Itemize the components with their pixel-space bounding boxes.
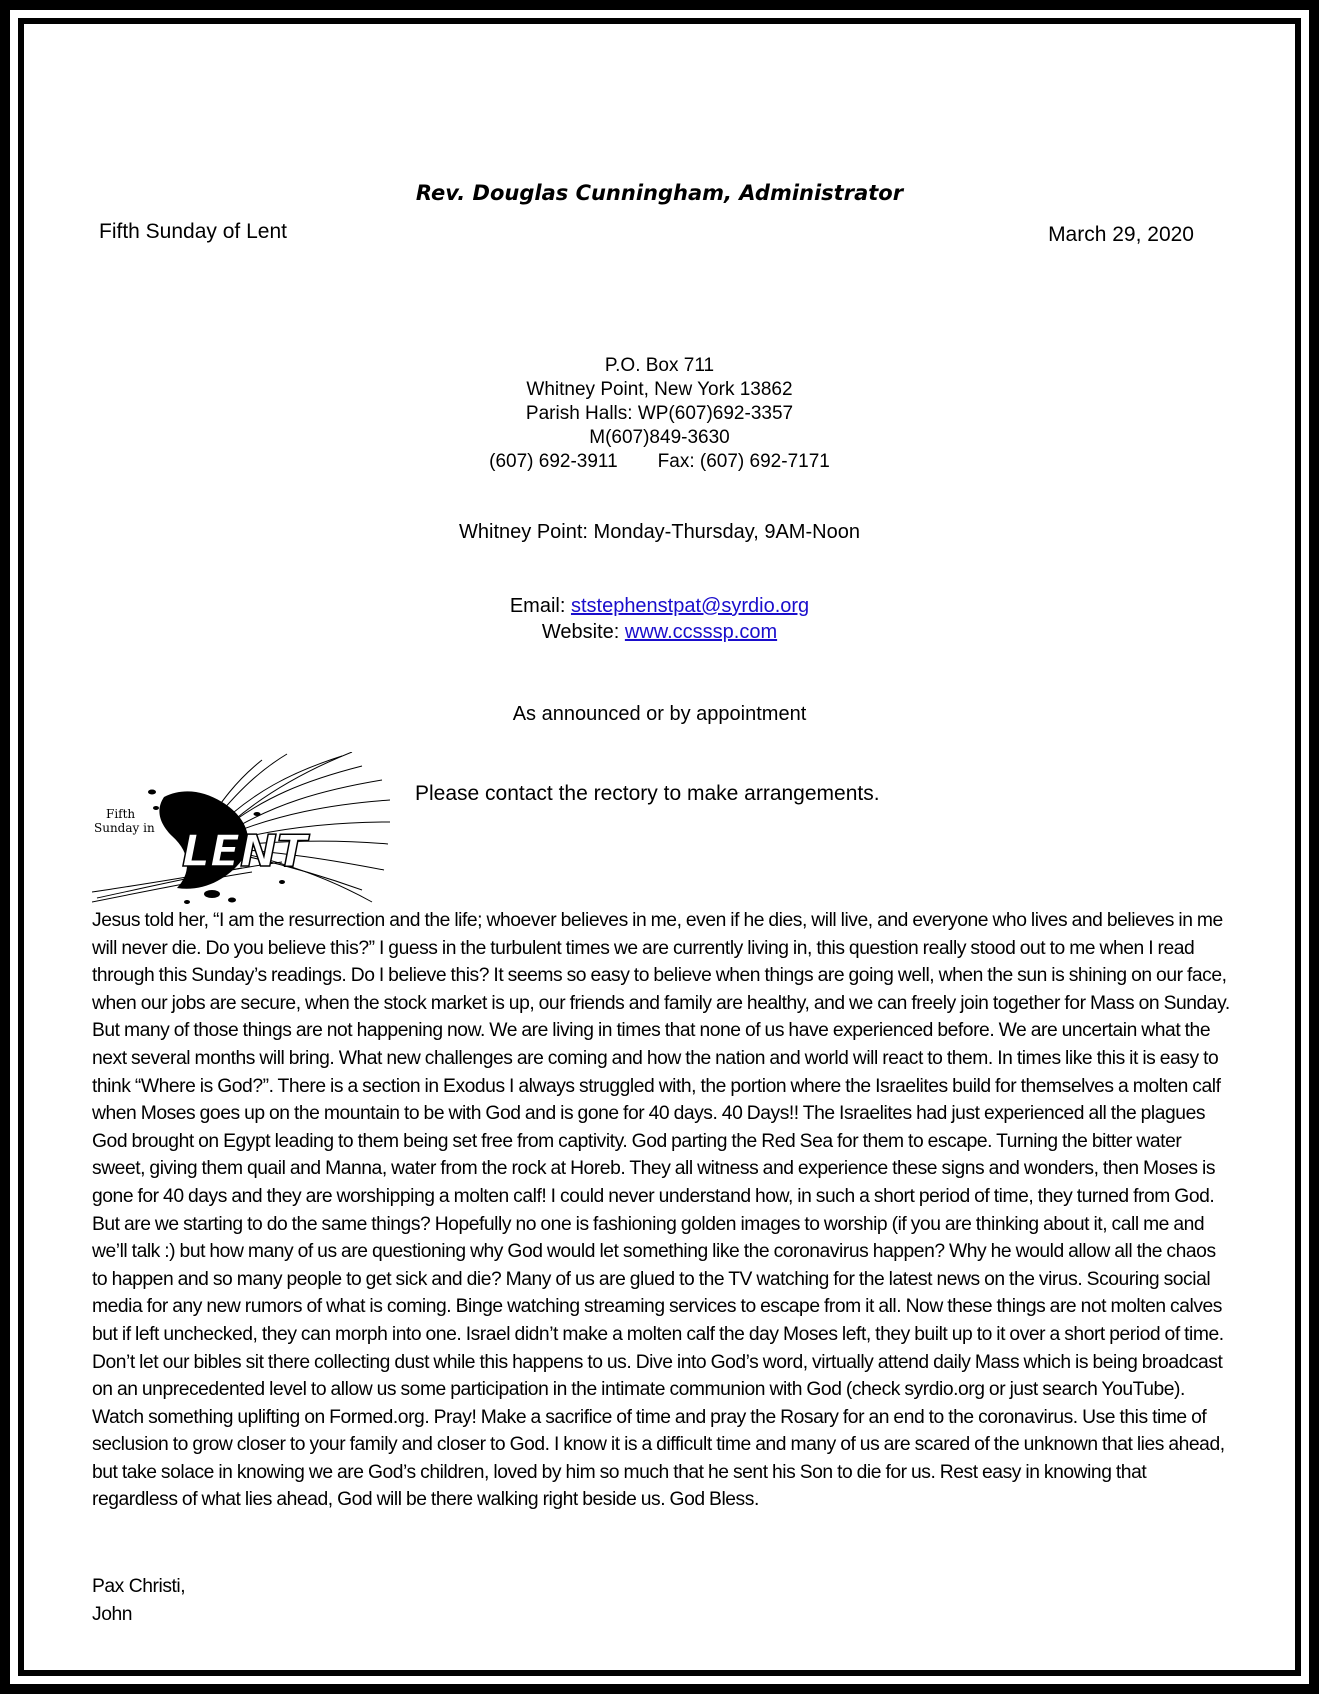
fax-number: Fax: (607) 692-7171 (657, 451, 830, 472)
closing-line: Pax Christi, (92, 1576, 186, 1597)
arrangements-note: Please contact the rectory to make arrangements. (415, 782, 880, 805)
contact-block (0, 354, 1319, 474)
fifth-sunday-lent-graphic (92, 752, 392, 906)
email-label: Email: (509, 595, 571, 617)
office-hours: Whitney Point: Monday-Thursday, 9AM-Noon (459, 521, 860, 543)
phone-fax-line (0, 450, 1319, 474)
rectory-phone: (607) 692-3911 (489, 451, 618, 472)
graphic-word: LENT (182, 826, 307, 877)
liturgical-day: Fifth Sunday of Lent (99, 220, 287, 243)
confession-schedule: As announced or by appointment (512, 703, 807, 725)
email-line (0, 593, 1319, 619)
letter-closing (92, 1573, 185, 1628)
website-link[interactable]: www.ccsssp.com (624, 621, 778, 643)
website-line (0, 619, 1319, 645)
graphic-line1: Fifth (106, 807, 136, 821)
graphic-line2: Sunday in (94, 821, 155, 835)
m-phone: M(607)849-3630 (589, 427, 730, 448)
signature: John (92, 1603, 133, 1625)
administrator-title: Rev. Douglas Cunningham, Administrator (415, 181, 904, 205)
issue-date: March 29, 2020 (1048, 223, 1194, 246)
pastor-letter-body: Jesus told her, “I am the resurrection and the life; whoever believes in me, even if he dies, will live, and everyone who lives and believes in me will never die. Do you believe this?” I guess in the turbulent times we are currently living in, this question really stood out to me when I read through this Sunday’s readings. Do I believe this? It seems so easy to believe when things are going well, when the sun is shining on our face, when our jobs are secure, when the stock market is up, our friends and family are healthy, and we can freely join together for Mass on Sunday. But many of those things are not happening now. We are living in times that none of us have experienced before. We are uncertain what the next several months will bring. What new challenges are coming and how the nation and world will react to them. In times like this it is easy to think “Where is God?”. There is a section in Exodus I always struggled with, the portion where the Israelites build for themselves a molten calf when Moses goes up on the mountain to be with God and is gone for 40 days. 40 Days!! The Israelites had just experienced all the plagues God brought on Egypt leading to them being set free from captivity. God parting the Red Sea for them to escape. Turning the bitter water sweet, giving them quail and Manna, water from the rock at Horeb. They all witness and experience these signs and wonders, then Moses is gone for 40 days and they are worshipping a molten calf! I could never understand how, in such a short period of time, they turned from God. But are we starting to do the same things? Hopefully no one is fashioning golden images to worship (if you are thinking about it, call me and we’ll talk :) but how many of us are questioning why God would let something like the coronavirus happen? Why he would allow all the chaos to happen and so many people to get sick and die? Many of us are glued to the TV watching for the latest news on the virus. Scouring social media for any new rumors of what is coming. Binge watching streaming services to escape from it all. Now these things are not molten calves but if left unchecked, they can morph into one. Israel didn’t make a molten calf the day Moses left, they built up to it over a short period of time. Don’t let our bibles sit there collecting dust while this happens to us. Dive into God’s word, virtually attend daily Mass which is being broadcast on an unprecedented level to allow us some participation in the intimate communion with God (check syrdio.org or just search YouTube). Watch something uplifting on Formed.org. Pray! Make a sacrifice of time and pray the Rosary for an end to the coronavirus. Use this time of seclusion to grow closer to your family and closer to God. I know it is a difficult time and many of us are scared of the unknown that lies ahead, but take solace in knowing we are God’s children, loved by him so much that he sent his Son to die for us. Rest easy in knowing that regardless of what lies ahead, God will be there walking right beside us. God Bless. (92, 910, 1230, 1511)
po-box: P.O. Box 711 (604, 355, 715, 376)
online-contact (0, 593, 1319, 645)
city-address: Whitney Point, New York 13862 (526, 379, 793, 400)
email-link[interactable]: ststephenstpat@syrdio.org (570, 595, 810, 617)
website-label: Website: (541, 621, 625, 643)
parish-halls-phone: Parish Halls: WP(607)692-3357 (525, 403, 794, 424)
